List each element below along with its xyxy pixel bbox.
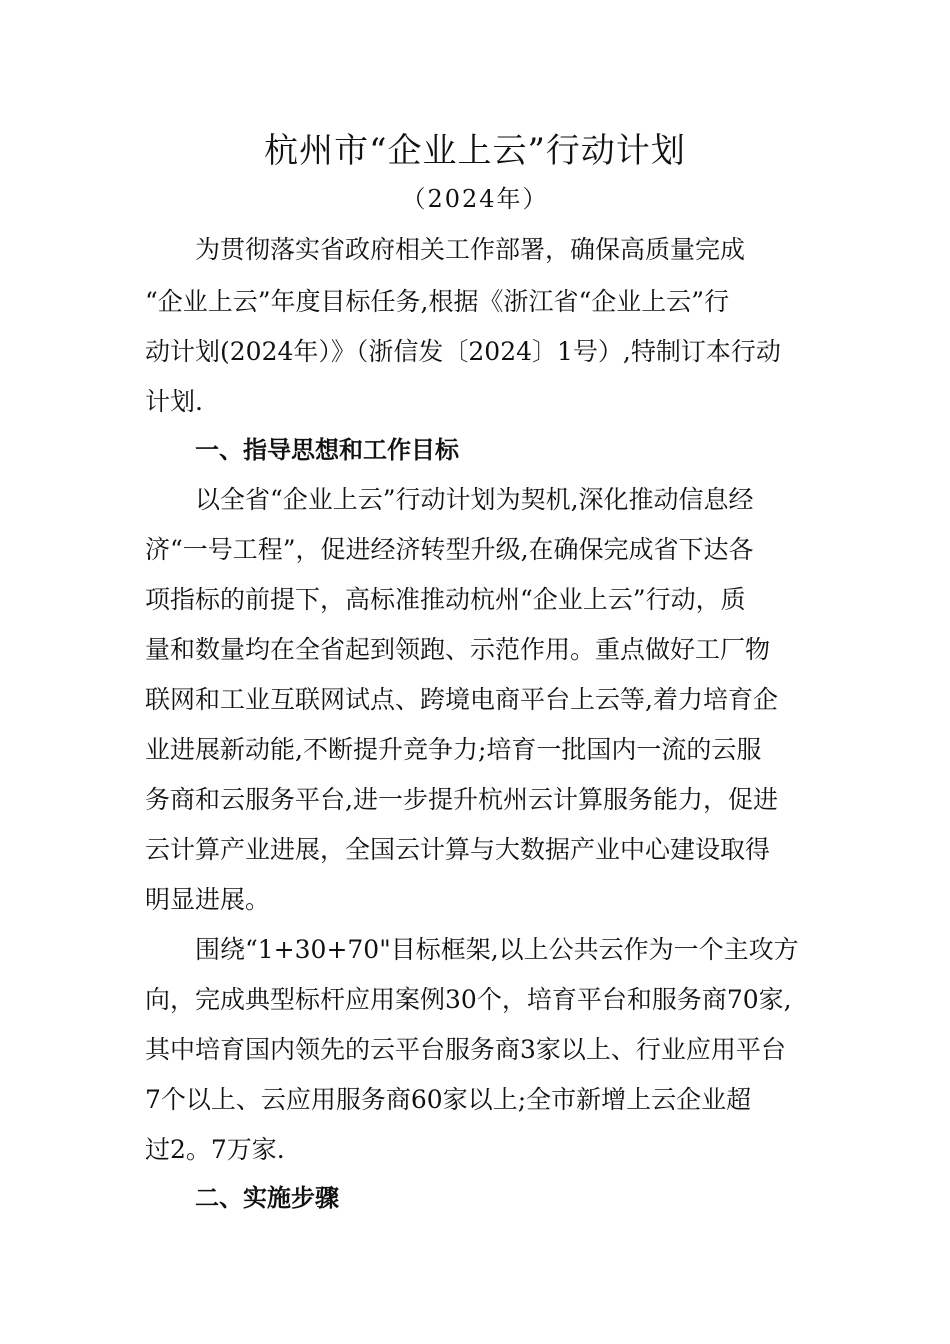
document-subtitle: （2024年） xyxy=(401,185,549,213)
document-title: 杭州市“企业上云”行动计划 xyxy=(264,131,686,171)
paragraph-line: 务商和云服务平台,进一步提升杭州云计算服务能力，促进 xyxy=(145,785,778,814)
paragraph-line: 7个以上、云应用服务商60家以上;全市新增上云企业超 xyxy=(145,1085,752,1114)
paragraph-line: 围绕“1+30+70"目标框架,以上公共云作为一个主攻方 xyxy=(195,935,799,964)
paragraph-line: 量和数量均在全省起到领跑、示范作用。重点做好工厂物 xyxy=(145,635,771,664)
paragraph-line: 云计算产业进展，全国云计算与大数据产业中心建设取得 xyxy=(145,835,771,864)
paragraph-line: “企业上云”年度目标任务,根据《浙江省“企业上云”行 xyxy=(145,287,730,316)
paragraph-line: 明显进展。 xyxy=(145,885,271,914)
paragraph-line: 计划. xyxy=(145,387,203,416)
section-heading: 二、实施步骤 xyxy=(195,1184,339,1212)
section-heading: 一、指导思想和工作目标 xyxy=(195,436,459,464)
paragraph-line: 联网和工业互联网试点、跨境电商平台上云等,着力培育企 xyxy=(145,685,778,714)
paragraph-line: 项指标的前提下，高标准推动杭州“企业上云”行动，质 xyxy=(145,585,746,614)
paragraph-line: 济“一号工程”，促进经济转型升级,在确保完成省下达各 xyxy=(145,535,754,564)
paragraph-line: 其中培育国内领先的云平台服务商3家以上、行业应用平台 xyxy=(145,1035,786,1064)
paragraph-line: 过2。7万家. xyxy=(145,1135,285,1164)
paragraph-line: 动计划(2024年）》（浙信发〔2024〕1号）,特制订本行动 xyxy=(145,337,781,366)
paragraph-line: 向，完成典型标杆应用案例30个，培育平台和服务商70家, xyxy=(145,985,792,1014)
paragraph-line: 为贯彻落实省政府相关工作部署，确保高质量完成 xyxy=(195,235,746,264)
paragraph-line: 以全省“企业上云”行动计划为契机,深化推动信息经 xyxy=(195,485,754,514)
paragraph-line: 业进展新动能,不断提升竞争力;培育一批国内一流的云服 xyxy=(145,735,762,764)
